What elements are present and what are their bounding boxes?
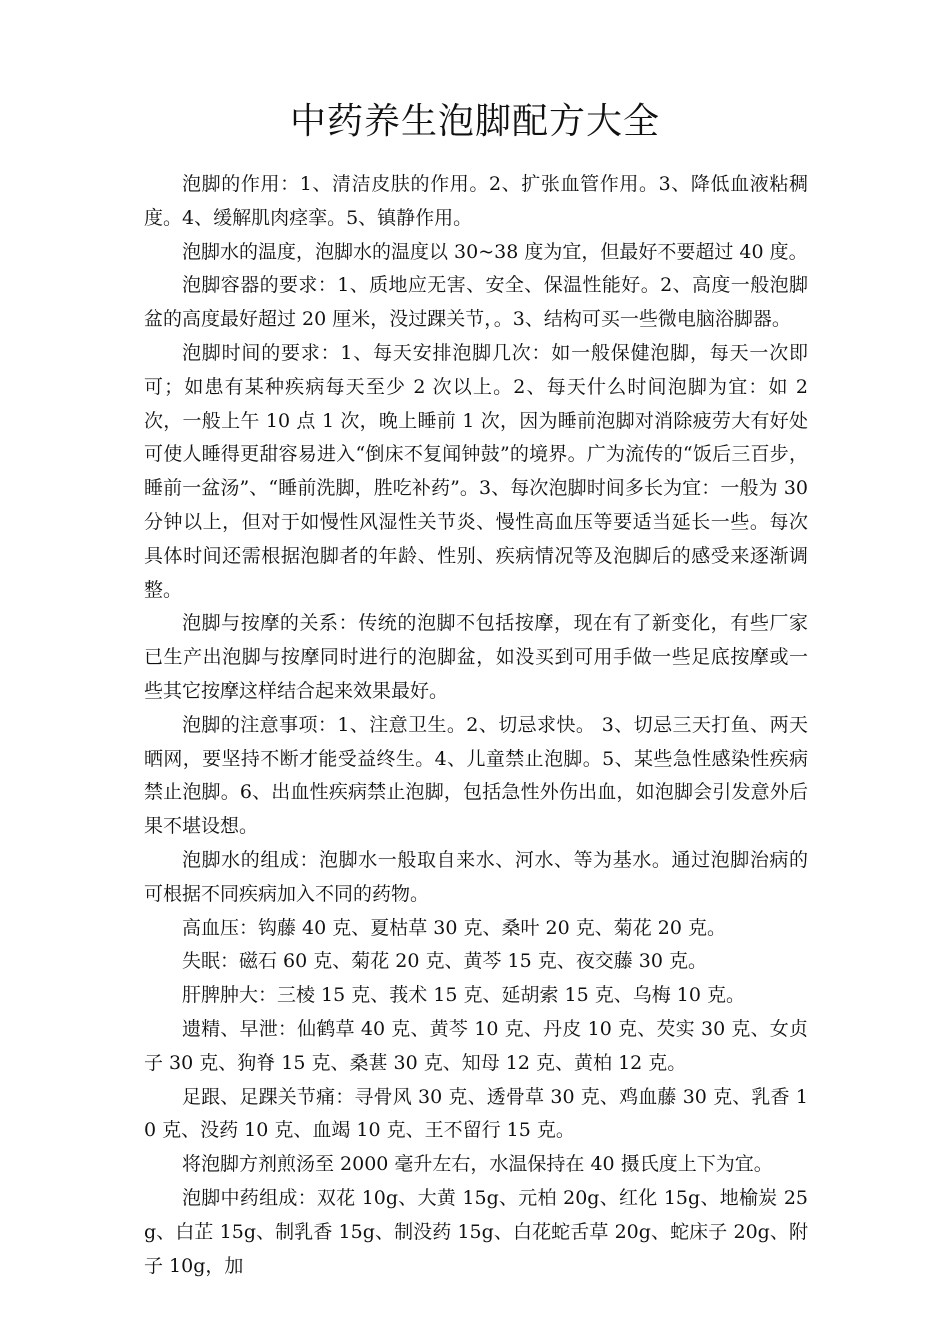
paragraph-decoction-instruction: 将泡脚方剂煎汤至 2000 毫升左右，水温保持在 40 摄氏度上下为宜。 bbox=[182, 1153, 773, 1176]
paragraph-water-temperature: 泡脚水的温度，泡脚水的温度以 30~38 度为宜，但最好不要超过 40 度。 bbox=[182, 240, 808, 263]
document-body bbox=[144, 168, 808, 1283]
paragraph-footbath-effects: 泡脚的作用：1、清洁皮肤的作用。2、扩张血管作用。3、降低血液粘稠度。4、缓解肌肉痉挛。5、镇静作用。 bbox=[144, 173, 808, 229]
paragraph-precautions: 泡脚的注意事项：1、注意卫生。2、切忌求快。 3、切忌三天打鱼、两天晒网，要坚持不断才能受益终生。4、儿童禁止泡脚。5、某些急性感染性疾病禁止泡脚。6、出血性疾病禁止泡脚，包括急性外伤出血，如泡脚会引发意外后果不堪设想。 bbox=[144, 713, 808, 838]
paragraph-insomnia-recipe: 失眠：磁石 60 克、菊花 20 克、黄芩 15 克、夜交藤 30 克。 bbox=[182, 950, 708, 973]
paragraph-water-composition: 泡脚水的组成：泡脚水一般取自来水、河水、等为基水。通过泡脚治病的可根据不同疾病加入不同的药物。 bbox=[144, 848, 808, 905]
paragraph-heel-ankle-recipe: 足跟、足踝关节痛：寻骨风 30 克、透骨草 30 克、鸡血藤 30 克、乳香 10 克、没药 10 克、血竭 10 克、王不留行 15 克。 bbox=[144, 1085, 808, 1142]
paragraph-herbal-composition: 泡脚中药组成：双花 10g、大黄 15g、元柏 20g、红化 15g、地榆炭 25g、白芷 15g、制乳香 15g、制没药 15g、白花蛇舌草 20g、蛇床子 20g、附子 10g，加 bbox=[144, 1186, 808, 1277]
document-title: 中药养生泡脚配方大全 bbox=[289, 101, 660, 142]
paragraph-hypertension-recipe: 高血压：钩藤 40 克、夏枯草 30 克、桑叶 20 克、菊花 20 克。 bbox=[182, 916, 727, 939]
paragraph-emission-recipe: 遗精、早泄：仙鹤草 40 克、黄芩 10 克、丹皮 10 克、芡实 30 克、女贞子 30 克、狗脊 15 克、桑葚 30 克、知母 12 克、黄柏 12 克。 bbox=[144, 1017, 808, 1074]
paragraph-time-requirements: 泡脚时间的要求：1、每天安排泡脚几次：如一般保健泡脚，每天一次即可；如患有某种疾病每天至少 2 次以上。2、每天什么时间泡脚为宜：如 2 次，一般上午 10 点 1 次，晚上睡前 1 次，因为睡前泡脚对消除疲劳大有好处可使人睡得更甜容易进入“倒床不复闻钟鼓”的境界。广为流传的“饭后三百步，睡前一盆汤”、“睡前洗脚，胜吃补药”。3、每次泡脚时间多长为宜：一般为 30 分钟以上，但对于如慢性风湿性关节炎、慢性高血压等要适当延长一些。每次具体时间还需根据泡脚者的年龄、性别、疾病情况等及泡脚后的感受来逐渐调整。 bbox=[144, 341, 808, 601]
paragraph-container-requirements: 泡脚容器的要求：1、质地应无害、安全、保温性能好。2、高度一般泡脚盆的高度最好超过 20 厘米，没过踝关节，。3、结构可买一些微电脑浴脚器。 bbox=[144, 274, 808, 331]
paragraph-massage-relation: 泡脚与按摩的关系：传统的泡脚不包括按摩，现在有了新变化，有些厂家已生产出泡脚与按摩同时进行的泡脚盆，如没买到可用手做一些足底按摩或一些其它按摩这样结合起来效果最好。 bbox=[144, 612, 808, 702]
paragraph-hepatosplenomegaly-recipe: 肝脾肿大：三棱 15 克、莪术 15 克、延胡索 15 克、乌梅 10 克。 bbox=[182, 984, 746, 1007]
